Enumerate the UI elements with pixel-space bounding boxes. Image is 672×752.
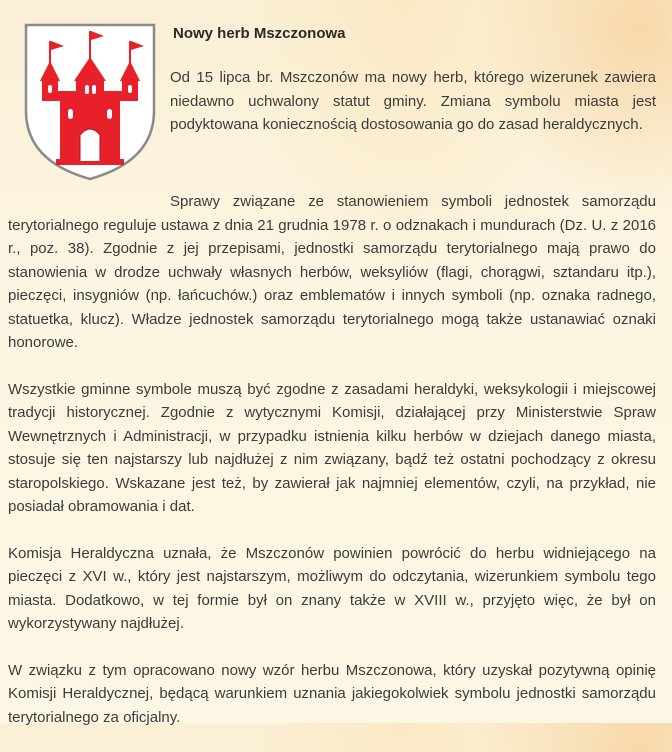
- coat-of-arms-icon: [20, 19, 160, 184]
- paragraph-3: Wszystkie gminne symbole muszą być zgodne z zasadami heraldyki, weksykologii i miejscowej tradycji historycznej. Zgodnie z wytycznymi Komisji, działającej przy Ministerstwie Spraw Wewnętrznych i Administracji, w przypadku istnienia kilku herbów w dziejach danego miasta, stosuje się ten najstarszy lub najdłużej z nim związany, bądź też ostatni pochodzący z okresu staropolskiego. Wskazane jest też, by zawierał jak najmniej elementów, czyli, na przykład, nie posiadał obramowania i dat.: [8, 380, 656, 515]
- paragraph-5: W związku z tym opracowano nowy wzór herbu Mszczonowa, który uzyskał pozytywną opinię Komisji Heraldycznej, będącą warunkiem uznania jakiegokolwiek symbolu jednostki samorządu terytorialnego za oficjalny.: [8, 661, 656, 726]
- paragraph-2: Sprawy związane ze stanowieniem symboli jednostek samorządu terytorialnego reguluje ustawa z dnia 21 grudnia 1978 r. o odznakach i mundurach (Dz. U. z 2016 r., poz. 38). Zgodnie z jej przepisami, jednostki samorządu terytorialnego mają prawo do stanowienia w drodze uchwały własnych herbów, weksyliów (flagi, chorągwi, sztandaru itp.), pieczęci, insygniów (np. łańcuchów.) oraz emblematów i innych symboli (np. oznaka radnego, statuetka, klucz). Władze jednostek samorządu terytorialnego mogą także ustanawiać oznaki honorowe.: [8, 193, 656, 351]
- paragraph-4: Komisja Heraldyczna uznała, że Mszczonów powinien powrócić do herbu widniejącego na pieczęci z XVI w., który jest najstarszym, możliwym do odczytania, wizerunkiem symbolu tego miasta. Dodatkowo, w tej formie był on znany także w XVIII w., przyjęto więc, że był on wykorzystywany najdłużej.: [8, 544, 656, 632]
- article-title: Nowy herb Mszczonowa: [173, 25, 346, 42]
- paragraph-1: Od 15 lipca br. Mszczonów ma nowy herb, którego wizerunek zawiera niedawno uchwalony statut gminy. Zmiana symbolu miasta jest podyktowana koniecznością dostosowania go do zasad heraldycznych.: [170, 69, 656, 133]
- article: [8, 19, 656, 752]
